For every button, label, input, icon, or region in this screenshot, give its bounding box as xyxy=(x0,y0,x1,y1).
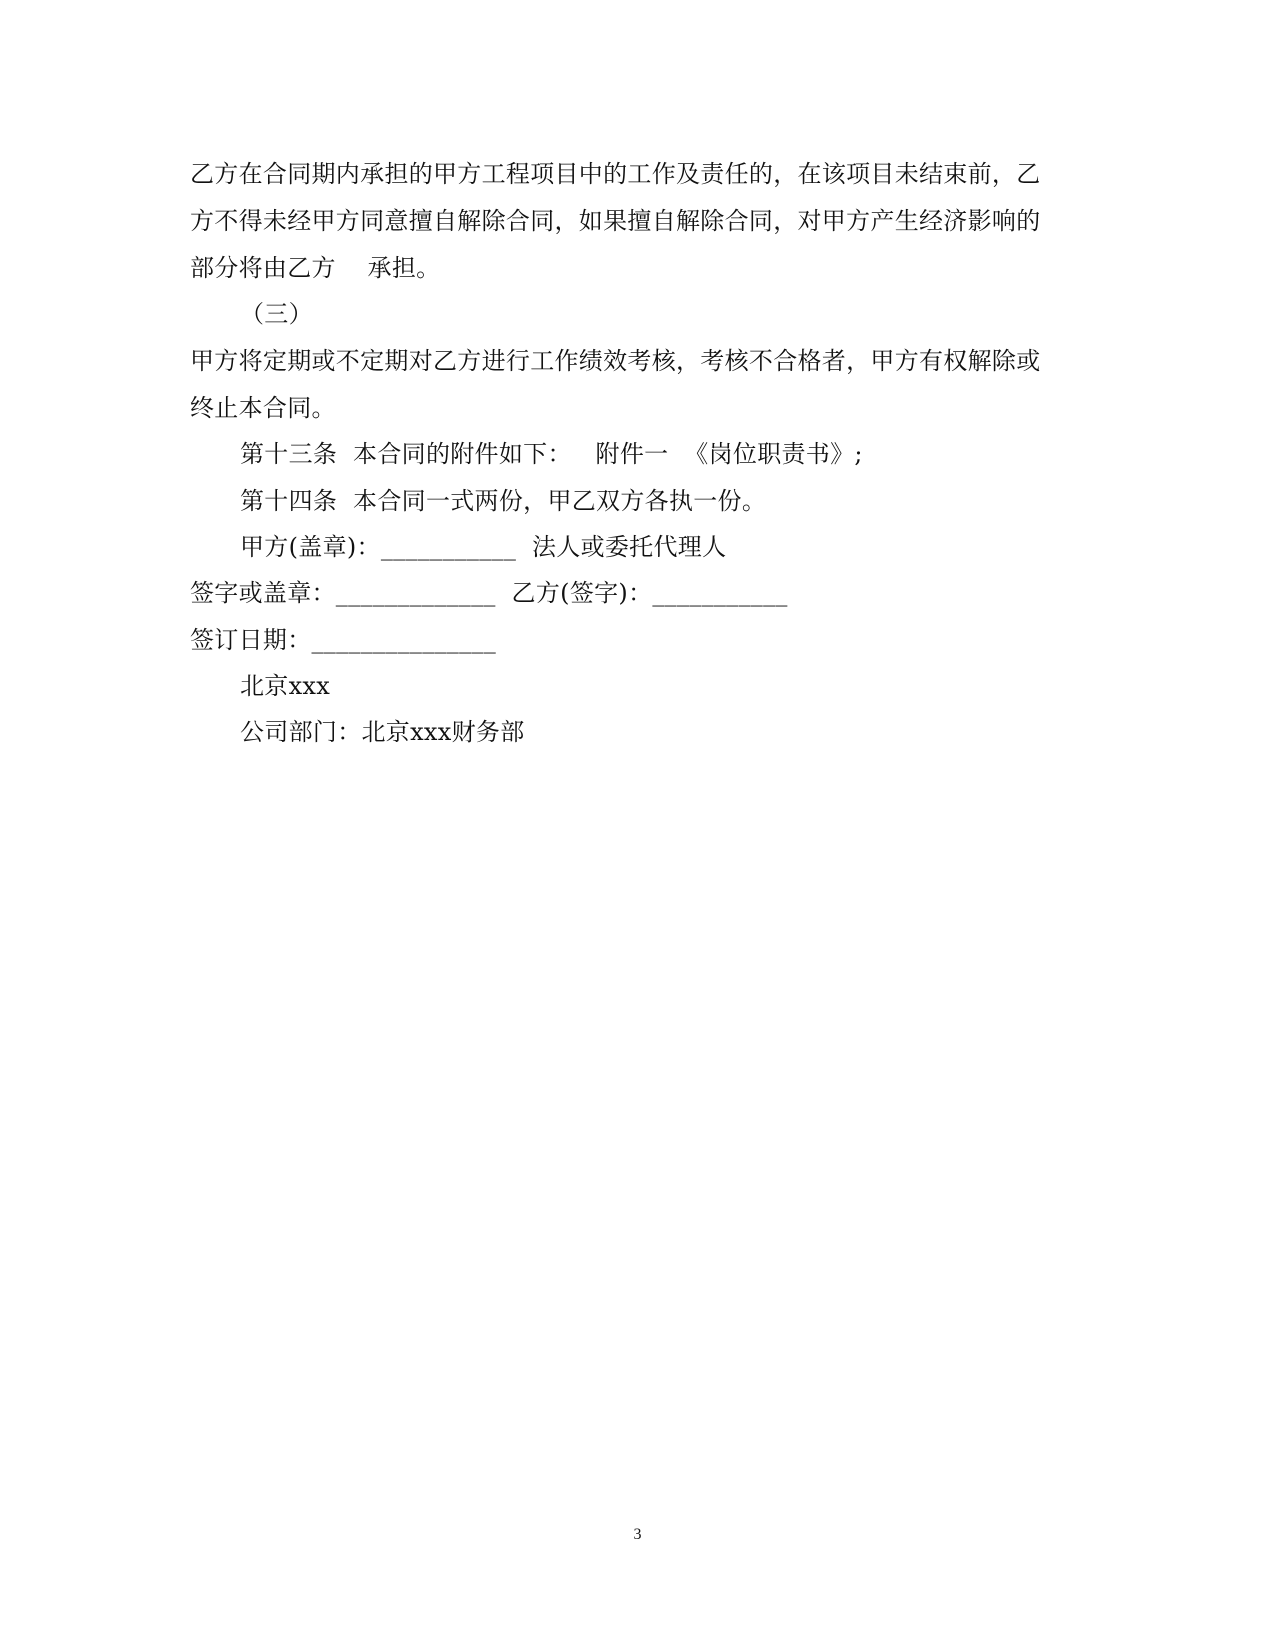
paragraph-line: 终止本合同。 xyxy=(190,394,336,422)
company-name: 北京xxx xyxy=(240,672,331,700)
paragraph-line: 乙方在合同期内承担的甲方工程项目中的工作及责任的，在该项目未结束前，乙 xyxy=(190,160,1041,188)
signing-date-line: 签订日期：_______________ xyxy=(190,626,496,654)
paragraph-line: 甲方将定期或不定期对乙方进行工作绩效考核，考核不合格者，甲方有权解除或 xyxy=(190,347,1041,375)
article-13: 第十三条 本合同的附件如下： 附件一 《岗位职责书》; xyxy=(240,440,863,468)
paragraph-line: 方不得未经甲方同意擅自解除合同，如果擅自解除合同，对甲方产生经济影响的 xyxy=(190,207,1041,235)
company-department: 公司部门：北京xxx财务部 xyxy=(240,718,525,746)
signature-line: 签字或盖章：_____________ 乙方(签字)：___________ xyxy=(190,579,788,607)
paragraph-line: 部分将由乙方 承担。 xyxy=(190,254,441,282)
party-a-seal-line: 甲方(盖章)：___________ 法人或委托代理人 xyxy=(240,533,727,561)
page-number: 3 xyxy=(633,1526,642,1543)
article-14: 第十四条 本合同一式两份，甲乙双方各执一份。 xyxy=(240,487,767,515)
section-heading: （三） xyxy=(240,300,313,328)
